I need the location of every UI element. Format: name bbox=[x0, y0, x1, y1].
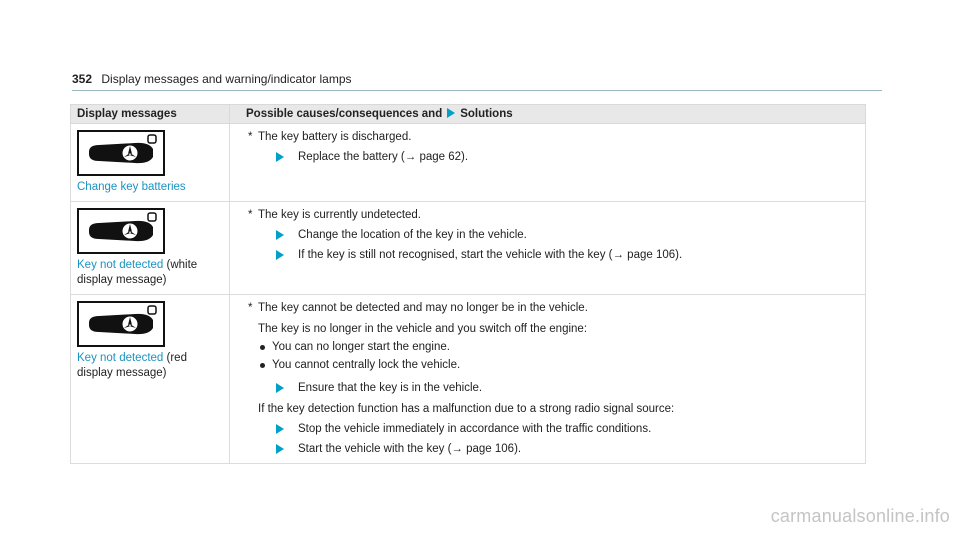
table-header-row bbox=[71, 105, 866, 124]
bullet-dot-icon bbox=[260, 345, 265, 350]
message-cell bbox=[71, 202, 230, 295]
message-cell bbox=[71, 295, 230, 464]
solution-step-text: Ensure that the key is in the vehicle. bbox=[298, 382, 483, 394]
message-name: Key not detected bbox=[77, 259, 164, 271]
solution-step bbox=[248, 228, 859, 243]
cause-text-body: The key battery is discharged. bbox=[258, 131, 412, 143]
column-header-causes bbox=[230, 105, 866, 124]
message-cell bbox=[71, 124, 230, 202]
messages-table bbox=[70, 104, 866, 464]
solution-step bbox=[248, 422, 859, 437]
cause-star: * bbox=[248, 131, 253, 143]
bullet-item bbox=[248, 358, 859, 373]
solution-step-text: Change the location of the key in the vehicle. bbox=[298, 229, 527, 241]
message-label bbox=[77, 258, 223, 288]
column-header-causes-prefix: Possible causes/consequences and bbox=[246, 107, 443, 120]
column-header-messages-label: Display messages bbox=[77, 107, 177, 120]
watermark: carmanualsonline.info bbox=[770, 506, 950, 526]
bullet-item bbox=[248, 340, 859, 355]
arrow-right-icon bbox=[276, 152, 284, 162]
cause-text bbox=[248, 130, 859, 145]
solution-step-text: If the key is still not recognised, start the vehicle with the key (→ page 106). bbox=[298, 249, 683, 261]
message-name: Key not detected bbox=[77, 352, 164, 364]
arrow-right-icon bbox=[276, 424, 284, 434]
column-header-messages bbox=[71, 105, 230, 124]
cause-text-body: The key cannot be detected and may no longer be in the vehicle. bbox=[258, 302, 588, 314]
solution-step-text: Start the vehicle with the key (→ page 106). bbox=[298, 443, 522, 455]
bullet-dot-icon bbox=[260, 363, 265, 368]
page-header bbox=[72, 72, 882, 91]
arrow-right-icon bbox=[276, 230, 284, 240]
cause-star: * bbox=[248, 302, 253, 314]
table-row bbox=[71, 202, 866, 295]
cause-continuation: The key is no longer in the vehicle and you switch off the engine: bbox=[258, 323, 588, 335]
arrow-right-icon bbox=[447, 108, 455, 118]
message-label bbox=[77, 351, 223, 381]
solution-step bbox=[248, 150, 859, 165]
arrow-right-icon bbox=[276, 250, 284, 260]
message-name: Change key batteries bbox=[77, 181, 186, 193]
key-battery-icon bbox=[77, 130, 165, 176]
arrow-right-icon bbox=[276, 383, 284, 393]
solution-step bbox=[248, 248, 859, 263]
cause-text bbox=[248, 301, 859, 316]
solution-step bbox=[248, 381, 859, 396]
causes-cell bbox=[230, 124, 866, 202]
bullet-text: You can no longer start the engine. bbox=[272, 341, 450, 353]
cause-text-body: The key is currently undetected. bbox=[258, 209, 421, 221]
cause-star: * bbox=[248, 209, 253, 221]
table-row bbox=[71, 295, 866, 464]
causes-cell bbox=[230, 202, 866, 295]
malfunction-note: If the key detection function has a malfunction due to a strong radio signal source: bbox=[258, 403, 675, 415]
cause-text bbox=[248, 208, 859, 223]
message-label bbox=[77, 180, 223, 195]
message-qualifier: (red display message) bbox=[77, 352, 187, 379]
causes-cell bbox=[230, 295, 866, 464]
solution-step bbox=[248, 442, 859, 457]
arrow-right-icon bbox=[276, 444, 284, 454]
key-icon bbox=[77, 301, 165, 347]
solution-step-text: Replace the battery (→ page 62). bbox=[298, 151, 469, 163]
solution-step-text: Stop the vehicle immediately in accordance with the traffic conditions. bbox=[298, 423, 652, 435]
message-qualifier: (white display message) bbox=[77, 259, 198, 286]
page-title: Display messages and warning/indicator lamps bbox=[101, 72, 352, 86]
key-icon bbox=[77, 208, 165, 254]
table-row bbox=[71, 124, 866, 202]
bullet-text: You cannot centrally lock the vehicle. bbox=[272, 359, 461, 371]
page-number: 352 bbox=[72, 72, 93, 86]
column-header-causes-suffix: Solutions bbox=[460, 107, 513, 120]
